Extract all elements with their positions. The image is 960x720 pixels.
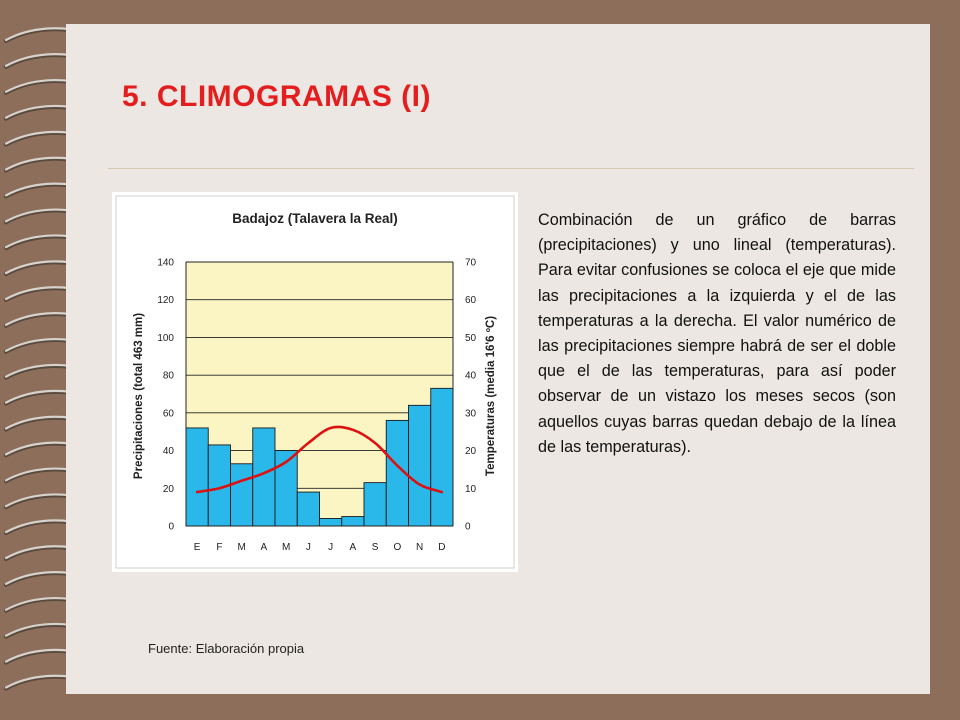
right-tick-label: 50 bbox=[465, 332, 477, 344]
right-tick-label: 10 bbox=[465, 483, 477, 495]
right-tick-label: 0 bbox=[465, 521, 471, 533]
month-label: J bbox=[328, 542, 334, 553]
precipitation-bar bbox=[320, 518, 342, 526]
chart-title: Badajoz (Talavera la Real) bbox=[232, 211, 398, 226]
right-axis-label: Temperaturas (media 16'6 ºC) bbox=[485, 315, 497, 477]
right-tick-label: 60 bbox=[465, 295, 477, 307]
precipitation-bar bbox=[186, 428, 208, 526]
precipitation-bar bbox=[342, 517, 364, 526]
month-label: A bbox=[260, 542, 268, 553]
left-tick-label: 40 bbox=[162, 446, 174, 458]
month-label: F bbox=[216, 542, 223, 553]
precipitation-bar bbox=[409, 405, 431, 526]
month-label: M bbox=[281, 542, 291, 553]
left-tick-label: 60 bbox=[162, 408, 174, 420]
source-caption: Fuente: Elaboración propia bbox=[148, 641, 305, 656]
month-label: O bbox=[393, 542, 402, 553]
left-tick-label: 140 bbox=[157, 257, 174, 269]
slide-title: 5. CLIMOGRAMAS (I) bbox=[122, 80, 431, 113]
precipitation-bar bbox=[297, 492, 319, 526]
right-tick-label: 40 bbox=[465, 370, 477, 382]
month-label: A bbox=[349, 542, 357, 553]
description-text: Combinación de un gráfico de barras (precipitaciones) y uno lineal (temperaturas). Para evitar confusiones se coloca el eje que mide las precipitaciones a la izquierda y el de las temperaturas a la derecha. El valor numérico de las precipitaciones siempre habrá de ser el doble que el de las temperaturas, para así poder observar de un vistazo los meses secos (son aquellos cuyas barras quedan debajo de la línea de las temperaturas). bbox=[538, 211, 896, 456]
left-tick-label: 120 bbox=[157, 295, 174, 307]
right-tick-label: 70 bbox=[465, 257, 477, 269]
precipitation-bar bbox=[231, 464, 253, 526]
right-tick-label: 20 bbox=[465, 446, 477, 458]
month-label: N bbox=[416, 542, 424, 553]
month-label: D bbox=[438, 542, 446, 553]
climograph-figure bbox=[112, 192, 518, 572]
precipitation-bar bbox=[431, 388, 453, 526]
left-axis-label: Precipitaciones (total 463 mm) bbox=[133, 312, 145, 480]
left-tick-label: 100 bbox=[157, 332, 174, 344]
climograph-chart bbox=[112, 192, 518, 572]
month-label: J bbox=[305, 542, 311, 553]
month-label: S bbox=[371, 542, 379, 553]
month-label: E bbox=[193, 542, 201, 553]
left-tick-label: 80 bbox=[162, 370, 174, 382]
title-divider bbox=[108, 168, 914, 169]
precipitation-bar bbox=[364, 483, 386, 526]
right-tick-label: 30 bbox=[465, 408, 477, 420]
left-tick-label: 20 bbox=[162, 483, 174, 495]
month-label: M bbox=[237, 542, 246, 553]
left-tick-label: 0 bbox=[168, 521, 174, 533]
